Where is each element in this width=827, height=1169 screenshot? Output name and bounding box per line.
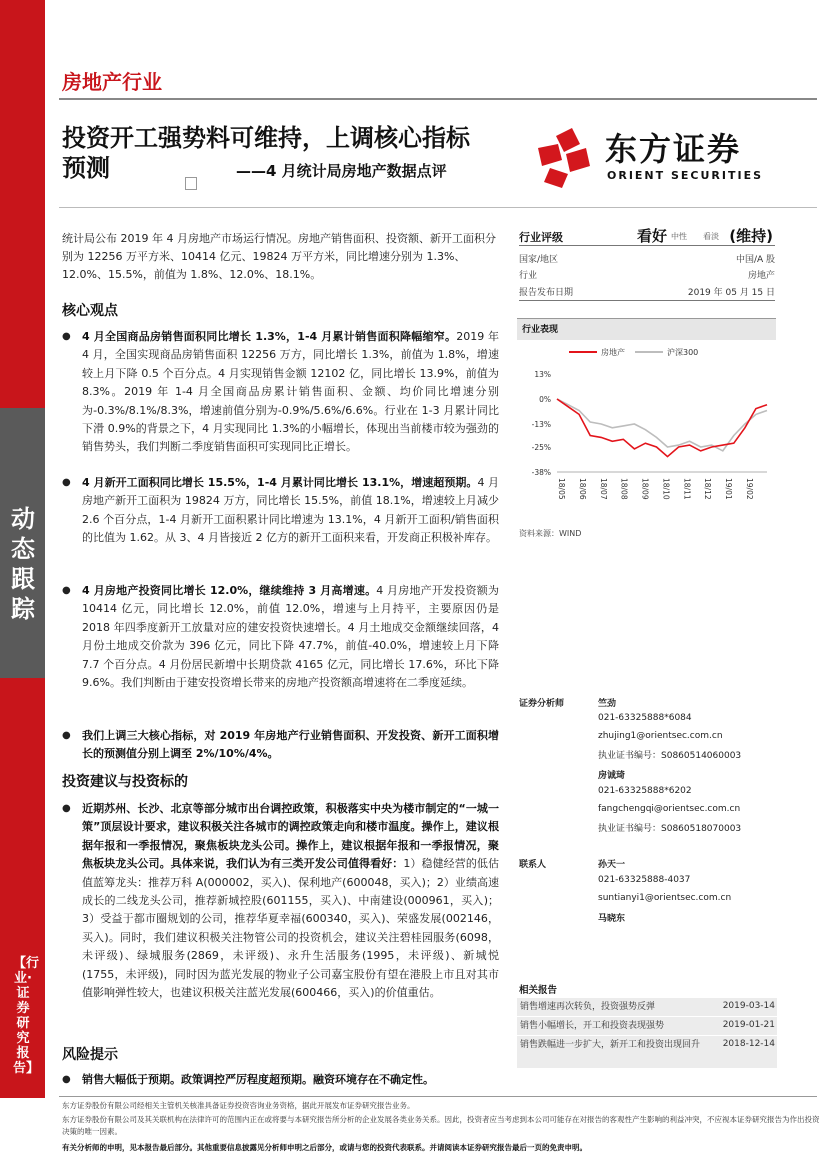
bullet-bold: 我们上调三大核心指标，对 2019 年房地产行业销售面积、开发投资、新开工面积增长的预测值分别上调至 2%/10%/4%。 bbox=[82, 729, 499, 761]
bullet-dot-icon: ● bbox=[62, 1074, 71, 1085]
advice-heading: 投资建议与投资标的 bbox=[62, 774, 188, 790]
series-line-real-estate bbox=[557, 399, 767, 457]
bracket-mark bbox=[185, 177, 197, 190]
advice-text: 1）稳健经营的低估值蓝筹龙头：推荐万科 A(000002，买入)、保利地产(600048，买入)；2）业绩高速成长的二线龙头公司，推荐新城控股(601155，买入)、中南建设(000961，买入)；3）受益于都市圈规划的公司，推荐华夏幸福(600340，买入)、荣盛发展(002146，买入)。同时，我们建议积极关注物管公司的投资机会，建议关注碧桂园服务(6098，未评级)、绿城服务(2869，未评级)、永升生活服务(1995，未评级)、新城悦(1755，未评级)，同时因为蓝光发展的物业子公司嘉宝股份有望在港股上市且对其市值影响弹性较大，也建议积极关注蓝光发展(600466，买入)的价值重估。 bbox=[82, 857, 500, 1000]
advice-bold: 近期苏州、长沙、北京等部分城市出台调控政策，积极落实中央为楼市制定的“一城一策”顶层设计要求，建议积极关注各城市的调控政策走向和楼市温度。操作上，建议根据年报和一季报情况，聚焦板块龙头公司。操作上，建议根据年报和一季报情况，聚焦板块龙头公司。具体来说，我们认为有三类开发公司值得看好： bbox=[82, 802, 499, 871]
core-bullet-2 bbox=[62, 474, 499, 548]
y-tick-label: -25% bbox=[531, 443, 551, 453]
contact-name: 孙天一 bbox=[598, 860, 626, 870]
legend-label-real-estate: 房地产 bbox=[601, 348, 625, 357]
series-line-csi300 bbox=[557, 399, 767, 451]
info-divider bbox=[519, 300, 775, 301]
left-sidebar bbox=[0, 0, 45, 1169]
contact-email[interactable]: suntianyi1@orientsec.com.cn bbox=[598, 893, 732, 903]
risk-text: 销售大幅低于预期。政策调控严厉程度超预期。融资环境存在不确定性。 bbox=[82, 1073, 434, 1086]
bullet-dot-icon: ● bbox=[62, 477, 71, 488]
info-value: 中国/A 股 bbox=[735, 255, 775, 265]
x-tick-label: 18/07 bbox=[598, 478, 608, 500]
bullet-text: 2019 年 4 月，全国实现商品房销售面积 12256 万方，同比增长 1.3%，前值为 1.8%，增速较上月下降 0.5 个百分点。4 月实现销售金额 12102 亿，同比增长 13.9%，前值为 8.3%。2019 年 1-4 月全国商品房累计销售面积、金额、均价同比增速分别为-0.3%/8.1%/8.3%，增速前值分别为-0.9%/5.6%/6.6%。行业在 1-3 月累计同比下滑 0.9%的背景之下，4 月实现同比 1.3%的小幅增长，体现出当前楼市较为强劲的销售势头，我们判断二季度销售面积可实现同比正增长。 bbox=[82, 330, 499, 454]
x-tick-label: 19/02 bbox=[745, 478, 754, 500]
title-divider bbox=[59, 207, 817, 208]
sidebar-section-tag: 动态跟踪 bbox=[11, 505, 35, 623]
info-key: 报告发布日期 bbox=[519, 288, 574, 298]
rating-option-neutral: 中性 bbox=[671, 232, 687, 241]
page-subtitle: ——4 月统计局房地产数据点评 bbox=[236, 162, 447, 180]
x-tick-label: 18/05 bbox=[557, 478, 566, 500]
core-heading: 核心观点 bbox=[62, 303, 118, 319]
footer-line2: 东方证券股份有限公司及其关联机构在法律许可的范围内正在或将要与本研究报告所分析的企业发展各类业务关系。因此，投资者应当考虑到本公司可能存在对报告的客观性产生影响的利益冲突，不应视本证券研究报告为作出投资决策的唯一因素。 bbox=[62, 1115, 820, 1136]
related-item[interactable] bbox=[517, 1017, 777, 1035]
core-bullet-4 bbox=[62, 727, 499, 764]
info-key: 行业 bbox=[519, 271, 538, 281]
related-date: 2019-03-14 bbox=[722, 1001, 775, 1011]
analyst-name: 房诚琦 bbox=[598, 771, 626, 781]
related-title[interactable]: 销售增速再次转负，投资强势反弹 bbox=[520, 1002, 656, 1012]
analyst-email[interactable]: zhujing1@orientsec.com.cn bbox=[598, 731, 723, 741]
bullet-dot-icon: ● bbox=[62, 585, 71, 596]
bullet-text: 4 月房地产新开工面积为 19824 万方，同比增长 15.5%，前值 18.1%，增速较上月减少 2.6 个百分点，1-4 月新开工面积累计同比增速为 13.1%，4 月新开工面积/销售面积的比值为 1.62。从 3、4 月皆接近 2 亿方的新开工面积来看，开发商正积极补库存。 bbox=[82, 476, 500, 545]
related-date: 2019-01-21 bbox=[722, 1020, 775, 1030]
risk-heading: 风险提示 bbox=[62, 1047, 118, 1063]
analyst-email[interactable]: fangchengqi@orientsec.com.cn bbox=[598, 804, 741, 814]
x-tick-label: 18/11 bbox=[682, 478, 692, 500]
bullet-dot-icon: ● bbox=[62, 331, 71, 342]
footer-line1: 东方证券股份有限公司经相关主管机关核准具备证券投资咨询业务资格，据此开展发布证券研究报告业务。 bbox=[62, 1101, 415, 1110]
related-heading: 相关报告 bbox=[519, 982, 777, 999]
x-tick-label: 18/09 bbox=[640, 478, 650, 500]
intro-paragraph: 统计局公布 2019 年 4 月房地产市场运行情况。房地产销售面积、投资额、新开工面积分别为 12256 万平方米、10414 亿元、19824 万平方米，同比增速分别为 1.3%、12.0%、15.5%，前值为 1.8%、12.0%、18.1%。 bbox=[62, 232, 496, 281]
related-title[interactable]: 销售跌幅进一步扩大，新开工和投资出现回升 bbox=[520, 1040, 701, 1050]
footer-divider bbox=[59, 1096, 817, 1097]
info-value: 房地产 bbox=[747, 271, 775, 281]
contact-phone: 021-63325888-4037 bbox=[598, 875, 691, 885]
rating-option-bearish: 看淡 bbox=[703, 232, 719, 241]
sidebar-gray-block bbox=[0, 408, 45, 678]
analyst-cert: 执业证书编号：S0860514060003 bbox=[598, 751, 742, 761]
y-tick-label: 0% bbox=[539, 394, 551, 404]
bullet-bold: 4 月新开工面积同比增长 15.5%，1-4 月累计同比增长 13.1%，增速超预期。 bbox=[82, 476, 478, 489]
y-tick-label: 13% bbox=[534, 370, 551, 379]
related-date: 2018-12-14 bbox=[722, 1039, 775, 1049]
bullet-text: 4 月房地产开发投资额为 10414 亿元，同比增长 12.0%，前值 12.0%，增速与上月持平，主要原因仍是 2018 年四季度新开工放量对应的建安投资快速增长。4 月土地成交金额继续回落，4 月份土地成交价款为 396 亿元，同比下降 47.7%，前值-40.0%，增速较上月下降 7.7 个百分点。4 月份居民新增中长期贷款 4165 亿元，同比增长 17.6%，环比下降 9.6%。我们判断由于建安投资增长带来的房地产投资额高增速将在二季度延续。 bbox=[82, 584, 499, 690]
logo-name-en: ORIENT SECURITIES bbox=[607, 169, 764, 182]
bullet-bold: 4 月全国商品房销售面积同比增长 1.3%，1-4 月累计销售面积降幅缩窄。 bbox=[82, 330, 457, 343]
x-tick-label: 18/08 bbox=[619, 478, 629, 500]
rating-label: 行业评级 bbox=[519, 231, 563, 244]
contact-label: 联系人 bbox=[519, 860, 547, 870]
y-tick-label: -13% bbox=[531, 419, 551, 429]
related-title[interactable]: 销售小幅增长，开工和投资表现强势 bbox=[520, 1021, 665, 1031]
x-tick-label: 19/01 bbox=[724, 478, 734, 500]
x-tick-label: 18/12 bbox=[703, 478, 713, 500]
rating-status: (维持) bbox=[729, 227, 773, 245]
related-item[interactable] bbox=[517, 1036, 777, 1068]
related-item[interactable] bbox=[517, 998, 777, 1016]
header-divider bbox=[59, 98, 817, 100]
analyst-label: 证券分析师 bbox=[519, 699, 565, 709]
logo-name: 东方证券 bbox=[605, 130, 742, 168]
report-category: 房地产行业 bbox=[62, 70, 162, 94]
contact-name: 马晓东 bbox=[598, 914, 626, 924]
performance-chart bbox=[517, 340, 776, 520]
rating-row bbox=[519, 226, 775, 246]
sidebar-red-block bbox=[0, 0, 45, 408]
analyst-phone: 021-63325888*6202 bbox=[598, 786, 692, 796]
info-key: 国家/地区 bbox=[519, 255, 559, 265]
x-tick-label: 18/06 bbox=[577, 478, 587, 500]
risk-bullet bbox=[62, 1071, 499, 1089]
advice-bullet bbox=[62, 800, 499, 1002]
core-bullet-1 bbox=[62, 328, 499, 457]
performance-title: 行业表现 bbox=[522, 325, 559, 335]
x-tick-label: 18/10 bbox=[661, 478, 671, 500]
legend-label-csi300: 沪深300 bbox=[667, 348, 699, 357]
info-value: 2019 年 05 月 15 日 bbox=[687, 288, 775, 298]
analyst-name: 竺劲 bbox=[598, 699, 617, 709]
bullet-dot-icon: ● bbox=[62, 730, 71, 741]
sidebar-bottom-tag: 【行业·证券研究报告】 bbox=[13, 956, 40, 1076]
analyst-phone: 021-63325888*6084 bbox=[598, 713, 692, 723]
page-title-line2: 预测 bbox=[62, 154, 110, 182]
y-tick-label: -38% bbox=[531, 468, 551, 477]
bullet-dot-icon: ● bbox=[62, 803, 71, 814]
bullet-bold: 4 月房地产投资同比增长 12.0%，继续维持 3 月高增速。 bbox=[82, 584, 377, 597]
chart-source: 资料来源：WIND bbox=[519, 529, 582, 538]
footer-line3: 有关分析师的申明，见本报告最后部分。其他重要信息披露见分析师申明之后部分，或请与您的投资代表联系。并请阅读本证券研究报告最后一页的免责申明。 bbox=[62, 1143, 587, 1152]
rating-value: 看好 bbox=[637, 227, 668, 245]
page-title: 投资开工强势料可维持，上调核心指标 bbox=[62, 124, 470, 152]
analyst-cert: 执业证书编号：S0860518070003 bbox=[598, 824, 742, 834]
core-bullet-3 bbox=[62, 582, 499, 692]
